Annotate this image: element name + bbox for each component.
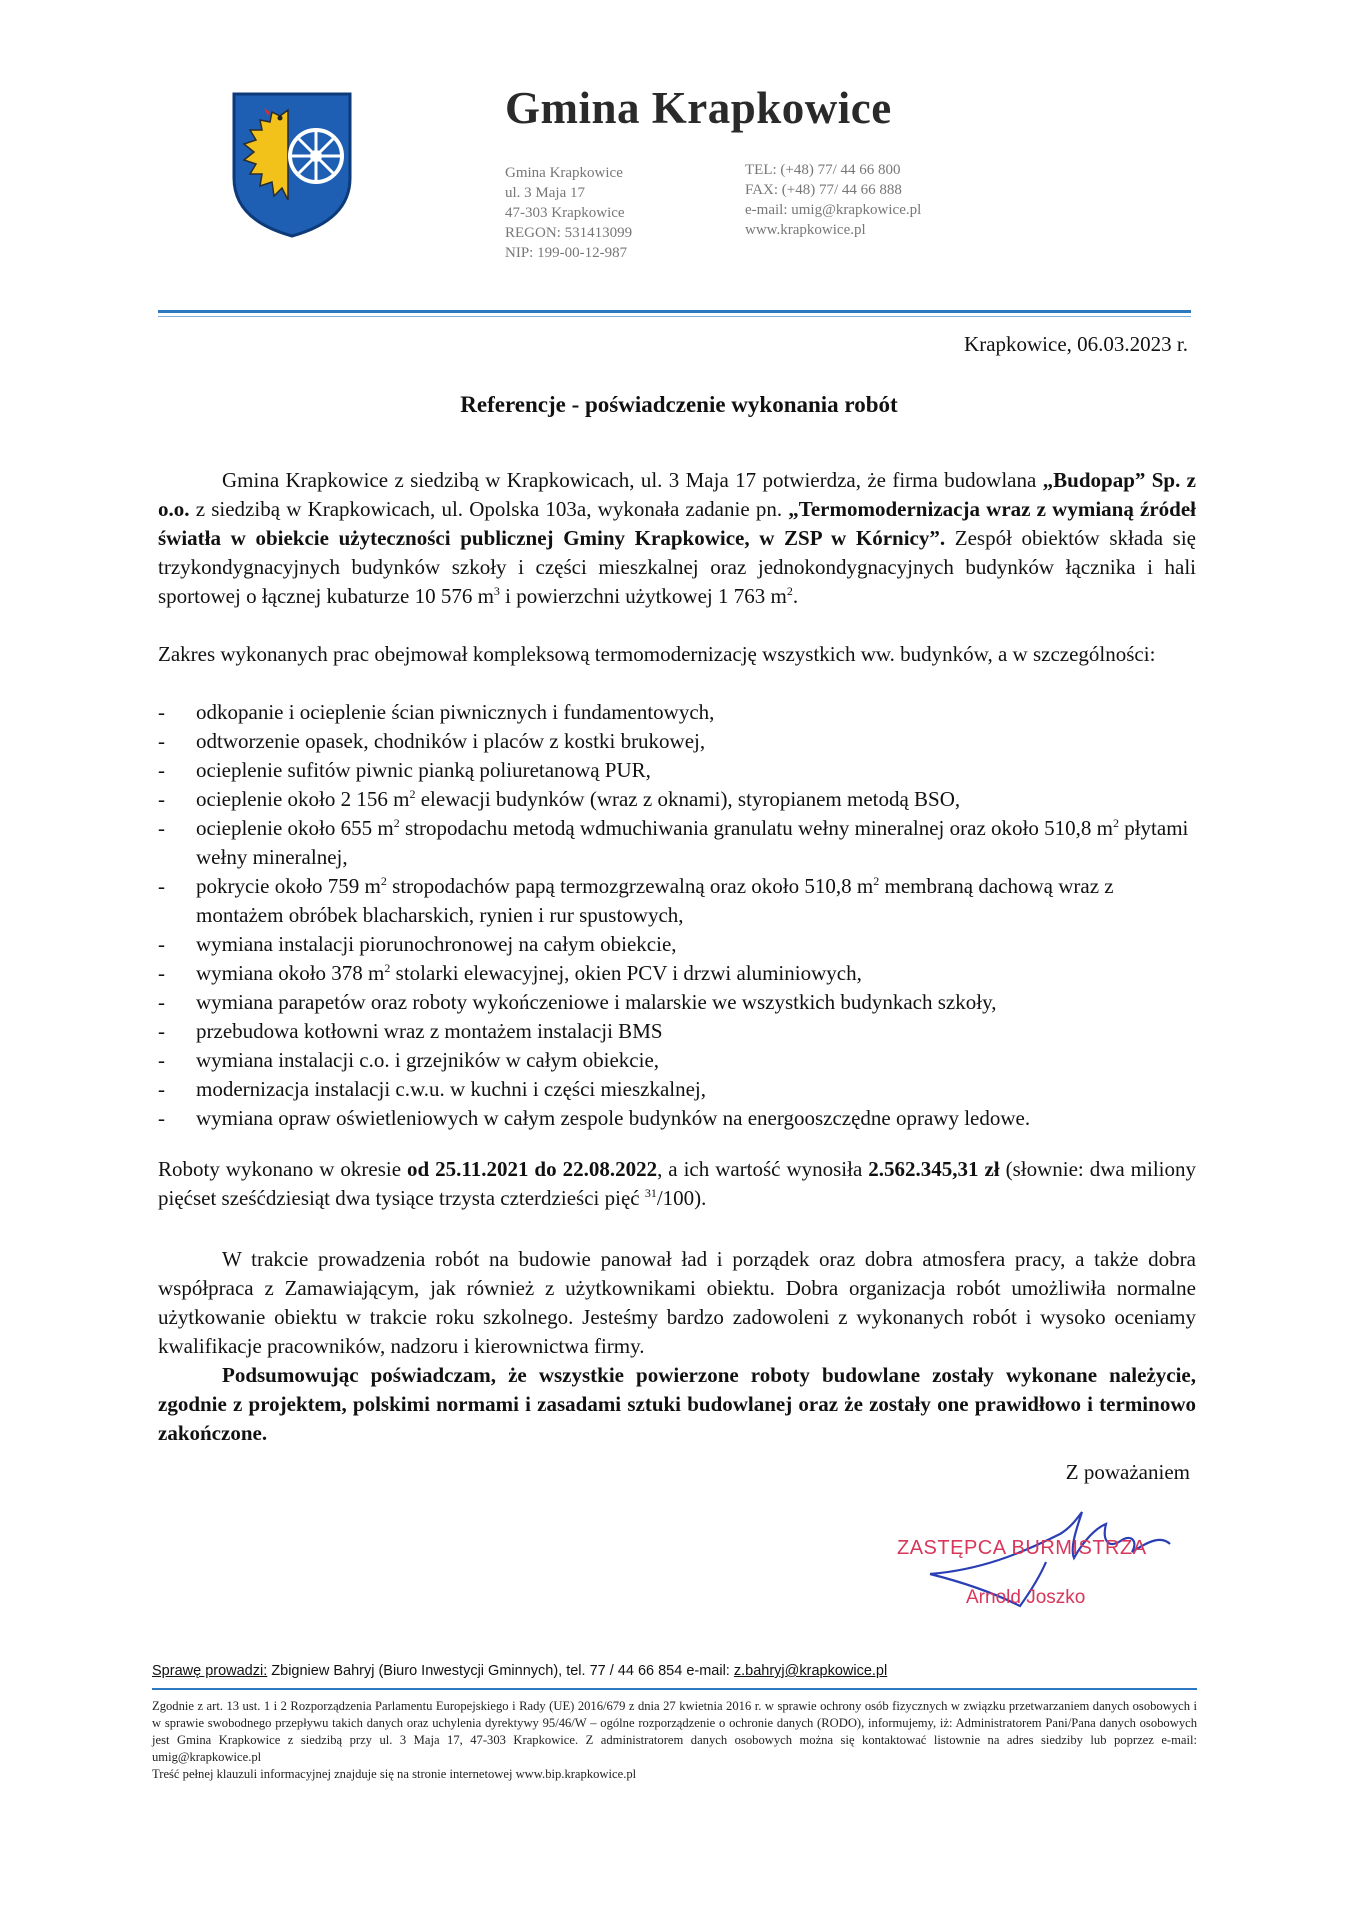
list-item-text: przebudowa kotłowni wraz z montażem instalacji BMS [196, 1019, 663, 1043]
list-item-text: membraną dachową wraz z montażem obróbek blacharskich, rynien i rur spustowych, [196, 874, 1114, 927]
list-item-text: elewacji budynków (wraz z oknami), styropianem metodą BSO, [415, 787, 961, 811]
footer-divider [152, 1688, 1197, 1690]
list-item-text: stropodachów papą termozgrzewalną oraz około 510,8 m [386, 874, 874, 898]
intro-paragraph [158, 466, 1196, 611]
bullet: - [158, 758, 165, 782]
header-divider-thin [158, 316, 1191, 317]
coat-of-arms-icon [230, 90, 354, 240]
bullet: - [158, 961, 165, 985]
bullet: - [158, 990, 165, 1014]
address-line: ul. 3 Maja 17 [505, 185, 585, 201]
list-item [158, 930, 1196, 959]
bullet: - [158, 787, 165, 811]
period-text: (słownie: dwa miliony pięćset sześćdziesiąt dwa tysiące trzysta czterdzieści pięć [158, 1157, 1196, 1210]
bullet: - [158, 816, 165, 840]
list-item [158, 727, 1196, 756]
bullet: - [158, 729, 165, 753]
list-item-text: wymiana instalacji piorunochronowej na całym obiekcie, [196, 932, 677, 956]
period-paragraph [158, 1155, 1196, 1213]
stamp-name: Arnold Joszko [966, 1587, 1086, 1608]
period-text: /100). [656, 1186, 707, 1210]
task-name: „Termomodernizacja wraz z wymianą źródeł światła w obiekcie użyteczności publicznej Gminy Krapkowice, w ZSP w Kórnicy”. [158, 497, 1197, 550]
evaluation-section [158, 1245, 1196, 1448]
list-item [158, 814, 1196, 872]
bullet: - [158, 700, 165, 724]
gdpr-text: Zgodnie z art. 13 ust. 1 i 2 Rozporządzenia Parlamentu Europejskiego i Rady (UE) 2016/679 z dnia 27 kwietnia 2016 r. w sprawie ochrony osób fizycznych w związku przetwarzaniem danych osobowych i w sprawie swobodnego przepływu takich danych oraz uchylenia dyrektywy 95/46/W – ogólne rozporządzenie o ochronie danych (RODO), informujemy, iż: Administratorem Pani/Pana danych osobowych jest Gmina Krapkowice z siedzibą przy ul. 3 Maja 17, 47-303 Krapkowice. Z administratorem danych osobowych można się kontaktować listownie na adres siedziby lub poprzez e-mail: umig@krapkowice.pl [152, 1699, 1197, 1764]
gdpr-clause [152, 1698, 1197, 1783]
contract-value: 2.562.345,31 zł [868, 1157, 1000, 1181]
list-item [158, 872, 1196, 930]
gdpr-text-2: Treść pełnej klauzuli informacyjnej znajduje się na stronie internetowej www.bip.krapkowice.pl [152, 1767, 637, 1781]
case-officer-label: Sprawę prowadzi: [152, 1663, 268, 1679]
website: www.krapkowice.pl [745, 222, 866, 238]
intro-text: i powierzchni użytkowej 1 763 m [499, 584, 787, 608]
list-item-text: ocieplenie sufitów piwnic pianką poliuretanową PUR, [196, 758, 651, 782]
list-item-text: wymiana opraw oświetleniowych w całym zespole budynków na energooszczędne oprawy ledowe. [196, 1106, 1031, 1130]
superscript: 2 [786, 584, 793, 598]
address-line: 47-303 Krapkowice [505, 205, 625, 221]
works-list [158, 698, 1196, 1133]
superscript: 2 [384, 961, 391, 975]
phone: TEL: (+48) 77/ 44 66 800 [745, 162, 901, 178]
intro-text: Gmina Krapkowice z siedzibą w Krapkowicach, ul. 3 Maja 17 potwierdza, że firma budowlana [222, 468, 1043, 492]
list-item-text: wymiana około 378 m [196, 961, 385, 985]
superscript: 2 [380, 874, 387, 888]
list-item-text: stolarki elewacyjnej, okien PCV i drzwi aluminiowych, [390, 961, 862, 985]
list-item [158, 698, 1196, 727]
bullet: - [158, 1019, 165, 1043]
conduct-paragraph: W trakcie prowadzenia robót na budowie panował ład i porządek oraz dobra atmosfera pracy, a także dobra współpraca z Zamawiającym, jak również z użytkownikami obiektu. Dobra organizacja robót umożliwiła normalne użytkowanie obiektu w trakcie roku szkolnego. Jesteśmy bardzo zadowoleni z wykonanych robót i wysoko oceniamy kwalifikacje pracowników, nadzoru i kierownictwa firmy. [158, 1247, 1196, 1358]
superscript: 2 [1112, 816, 1119, 830]
case-officer [152, 1663, 887, 1679]
period-text: , a ich wartość wynosiła [657, 1157, 869, 1181]
list-item [158, 1075, 1196, 1104]
fax: FAX: (+48) 77/ 44 66 888 [745, 182, 902, 198]
superscript: 2 [873, 874, 880, 888]
bullet: - [158, 1106, 165, 1130]
email: e-mail: umig@krapkowice.pl [745, 202, 922, 218]
address-block [505, 163, 632, 263]
superscript: 31 [644, 1186, 657, 1200]
scope-intro: Zakres wykonanych prac obejmował kompleksową termomodernizację wszystkich ww. budynków, a w szczególności: [158, 642, 1156, 666]
nip: NIP: 199-00-12-987 [505, 245, 628, 261]
list-item [158, 756, 1196, 785]
letter-subject: Referencje - poświadczenie wykonania robót [460, 392, 898, 417]
bullet: - [158, 874, 165, 898]
intro-text: . [792, 584, 799, 608]
list-item [158, 1046, 1196, 1075]
organization-name: Gmina Krapkowice [505, 83, 892, 133]
bullet: - [158, 1077, 165, 1101]
list-item [158, 959, 1196, 988]
list-item-text: modernizacja instalacji c.w.u. w kuchni i części mieszkalnej, [196, 1077, 707, 1101]
superscript: 2 [409, 787, 416, 801]
superscript: 3 [493, 584, 500, 598]
case-officer-text: Zbigniew Bahryj (Biuro Inwestycji Gminnych), tel. 77 / 44 66 854 e-mail: [267, 1663, 734, 1679]
list-item-text: stropodachu metodą wdmuchiwania granulatu wełny mineralnej oraz około 510,8 m [399, 816, 1113, 840]
list-item-text: wymiana instalacji c.o. i grzejników w całym obiekcie, [196, 1048, 660, 1072]
case-officer-email[interactable]: z.bahryj@krapkowice.pl [733, 1663, 888, 1679]
bullet: - [158, 1048, 165, 1072]
stamp-title: ZASTĘPCA BURMISTRZA [897, 1537, 1147, 1559]
list-item [158, 1017, 1196, 1046]
address-line: Gmina Krapkowice [505, 165, 623, 181]
superscript: 2 [393, 816, 400, 830]
date-line: Krapkowice, 06.03.2023 r. [964, 332, 1188, 356]
summary-paragraph: Podsumowując poświadczam, że wszystkie powierzone roboty budowlane zostały wykonane należycie, zgodnie z projektem, polskimi normami i zasadami sztuki budowlanej oraz że zostały one prawidłowo i terminowo zakończone. [158, 1363, 1196, 1445]
bullet: - [158, 932, 165, 956]
period-text: Roboty wykonano w okresie [158, 1157, 407, 1181]
list-item-text: ocieplenie około 2 156 m [196, 787, 410, 811]
intro-text: Zespół obiektów składa się trzykondygnacyjnych budynków szkoły i części mieszkalnej oraz jednokondygnacyjnych budynków łącznika i hali sportowej o łącznej kubaturze 10 576 m [158, 526, 1196, 608]
list-item-text: odtworzenie opasek, chodników i placów z kostki brukowej, [196, 729, 706, 753]
company-name: „Budopap” Sp. z o.o. [158, 468, 1197, 521]
list-item-text: odkopanie i ocieplenie ścian piwnicznych i fundamentowych, [196, 700, 715, 724]
header-divider [158, 310, 1191, 313]
list-item-text: pokrycie około 759 m [196, 874, 381, 898]
list-item [158, 1104, 1196, 1133]
list-item-text: ocieplenie około 655 m [196, 816, 394, 840]
list-item-text: płytami wełny mineralnej, [196, 816, 1189, 869]
regon: REGON: 531413099 [505, 225, 633, 241]
list-item [158, 785, 1196, 814]
closing: Z poważaniem [1065, 1460, 1190, 1484]
work-dates: od 25.11.2021 do 22.08.2022 [406, 1157, 658, 1181]
contact-block [745, 160, 921, 240]
list-item-text: wymiana parapetów oraz roboty wykończeniowe i malarskie we wszystkich budynkach szkoły, [196, 990, 997, 1014]
intro-text: z siedzibą w Krapkowicach, ul. Opolska 103a, wykonała zadanie pn. [189, 497, 789, 521]
list-item [158, 988, 1196, 1017]
